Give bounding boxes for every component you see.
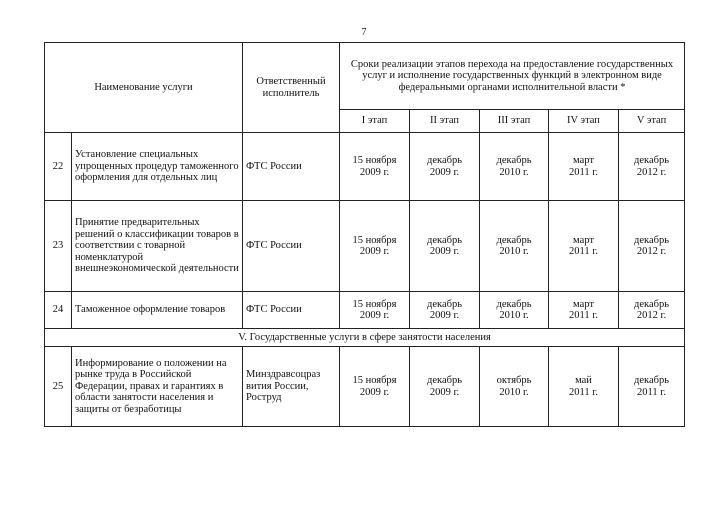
service-name: Установление специальных упрощенных процедур таможенного оформления для отдельных лиц — [72, 133, 243, 201]
header-service-name: Наименование услуги — [45, 43, 243, 133]
header-stage-4: IV этап — [549, 110, 619, 133]
stage-4-date: март 2011 г. — [549, 201, 619, 292]
services-schedule-table — [44, 42, 685, 427]
stage-3-date: декабрь 2010 г. — [480, 201, 549, 292]
stage-4-date: май 2011 г. — [549, 347, 619, 427]
header-stage-2: II этап — [410, 110, 480, 133]
stage-2-date: декабрь 2009 г. — [410, 347, 480, 427]
header-stage-3: III этап — [480, 110, 549, 133]
stage-3-date: декабрь 2010 г. — [480, 133, 549, 201]
stage-1-date: 15 ноября 2009 г. — [340, 201, 410, 292]
stage-5-date: декабрь 2011 г. — [619, 347, 685, 427]
table-row — [45, 201, 685, 292]
row-number: 25 — [45, 347, 72, 427]
stage-1-date: 15 ноября 2009 г. — [340, 292, 410, 329]
stage-1-date: 15 ноября 2009 г. — [340, 347, 410, 427]
table-row — [45, 133, 685, 201]
executor: ФТС России — [243, 133, 340, 201]
header-executor: Ответственный исполнитель — [243, 43, 340, 133]
header-stage-5: V этап — [619, 110, 685, 133]
stage-2-date: декабрь 2009 г. — [410, 201, 480, 292]
stage-4-date: март 2011 г. — [549, 133, 619, 201]
row-number: 23 — [45, 201, 72, 292]
executor: ФТС России — [243, 292, 340, 329]
executor: Минздравсоцраз вития России, Роструд — [243, 347, 340, 427]
table-row — [45, 292, 685, 329]
header-row — [45, 43, 685, 110]
service-name: Таможенное оформление товаров — [72, 292, 243, 329]
stage-3-date: декабрь 2010 г. — [480, 292, 549, 329]
stage-2-date: декабрь 2009 г. — [410, 133, 480, 201]
stage-4-date: март 2011 г. — [549, 292, 619, 329]
header-terms: Сроки реализации этапов перехода на предоставление государственных услуг и исполнение государственных функций в электронном виде федеральными органами исполнительной власти * — [340, 43, 685, 110]
stage-2-date: декабрь 2009 г. — [410, 292, 480, 329]
stage-1-date: 15 ноября 2009 г. — [340, 133, 410, 201]
row-number: 22 — [45, 133, 72, 201]
table-row — [45, 347, 685, 427]
section-row — [45, 329, 685, 347]
stage-5-date: декабрь 2012 г. — [619, 292, 685, 329]
stage-3-date: октябрь 2010 г. — [480, 347, 549, 427]
service-name: Информирование о положении на рынке труда в Российской Федерации, правах и гарантиях в области занятости населения и защиты от безработицы — [72, 347, 243, 427]
header-stage-1: I этап — [340, 110, 410, 133]
page-number: 7 — [361, 27, 367, 38]
stage-5-date: декабрь 2012 г. — [619, 201, 685, 292]
stage-5-date: декабрь 2012 г. — [619, 133, 685, 201]
row-number: 24 — [45, 292, 72, 329]
service-name: Принятие предварительных решений о классификации товаров в соответствии с товарной номенклатурой внешнеэкономической деятельности — [72, 201, 243, 292]
section-title: V. Государственные услуги в сфере занятости населения — [45, 329, 685, 347]
executor: ФТС России — [243, 201, 340, 292]
